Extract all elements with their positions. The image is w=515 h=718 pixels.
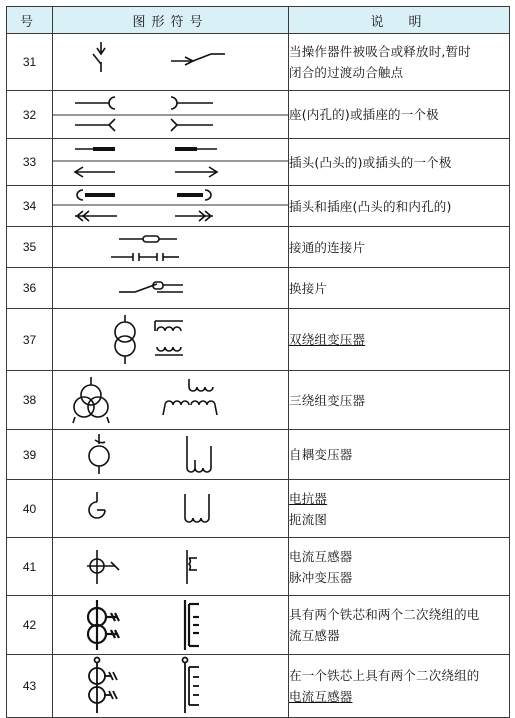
row-number: 34: [7, 186, 53, 227]
table-row: [7, 186, 510, 227]
row-number: 42: [7, 596, 53, 655]
row-number: 35: [7, 227, 53, 268]
row-number: 31: [7, 34, 53, 91]
row-number: 41: [7, 538, 53, 596]
row-number: 33: [7, 139, 53, 186]
row-number: 36: [7, 268, 53, 309]
table-row: [7, 139, 510, 186]
current-transformer-icon: [53, 538, 289, 595]
table-row: [7, 91, 510, 139]
desc-line: 当操作器件被吸合或释放时,暂时: [289, 44, 471, 59]
changeover-link-icon: [53, 268, 289, 308]
table-row: [7, 596, 510, 655]
desc-line: 电流互感器: [289, 689, 353, 704]
table-row: [7, 655, 510, 718]
desc-line: 三绕组变压器: [289, 392, 366, 408]
table-row: [7, 309, 510, 371]
row-number: 39: [7, 430, 53, 480]
desc-line: 电抗器: [289, 490, 328, 506]
row-number: 37: [7, 309, 53, 371]
table-row: [7, 227, 510, 268]
header-row: [7, 7, 510, 34]
desc-line: 自耦变压器: [289, 447, 353, 462]
connecting-link-icon: [53, 227, 289, 267]
plug-and-socket-icon: [53, 186, 289, 226]
autotransformer-icon: [53, 430, 289, 479]
desc-line: 座(内孔的)或插座的一个极: [289, 107, 439, 122]
three-winding-transformer-icon: [53, 371, 289, 429]
desc-line: 换接片: [289, 280, 328, 296]
row-number: 32: [7, 91, 53, 139]
table-row: [7, 480, 510, 538]
two-secondary-ct-icon: [53, 596, 289, 654]
one-core-two-secondary-ct-icon: [53, 655, 289, 717]
table-row: [7, 430, 510, 480]
socket-pole-icon: [53, 91, 289, 138]
desc-line: 插头和插座(凸头的和内孔的): [289, 198, 452, 214]
plug-pole-icon: [53, 139, 289, 185]
desc-line: 扼流图: [289, 511, 328, 527]
desc-line: 接通的连接片: [289, 239, 366, 255]
header-symbol: 图形符号: [53, 7, 289, 34]
row-number: 43: [7, 655, 53, 718]
desc-line: 具有两个铁芯和两个二次绕组的电: [289, 607, 480, 622]
desc-line: 电流互感器: [289, 548, 353, 564]
symbol-table: [6, 6, 510, 718]
desc-line: 插头(凸头的)或插头的一个极: [289, 154, 452, 170]
desc-line: 脉冲变压器: [289, 569, 353, 585]
two-winding-transformer-icon: [53, 309, 289, 370]
make-before-break-contact-icon: [53, 34, 289, 90]
table-row: [7, 538, 510, 596]
row-number: 38: [7, 371, 53, 430]
row-number: 40: [7, 480, 53, 538]
header-num: 号: [7, 7, 53, 34]
table-row: [7, 34, 510, 91]
desc-line: 流互感器: [289, 628, 340, 643]
desc-line: 双绕组变压器: [289, 332, 366, 347]
reactor-icon: [53, 480, 289, 537]
table-row: [7, 268, 510, 309]
header-desc: 说 明: [289, 7, 510, 34]
desc-line: 闭合的过渡动合触点: [289, 65, 404, 80]
table-row: [7, 371, 510, 430]
desc-line: 在一个铁芯上具有两个二次绕组的: [289, 668, 480, 683]
